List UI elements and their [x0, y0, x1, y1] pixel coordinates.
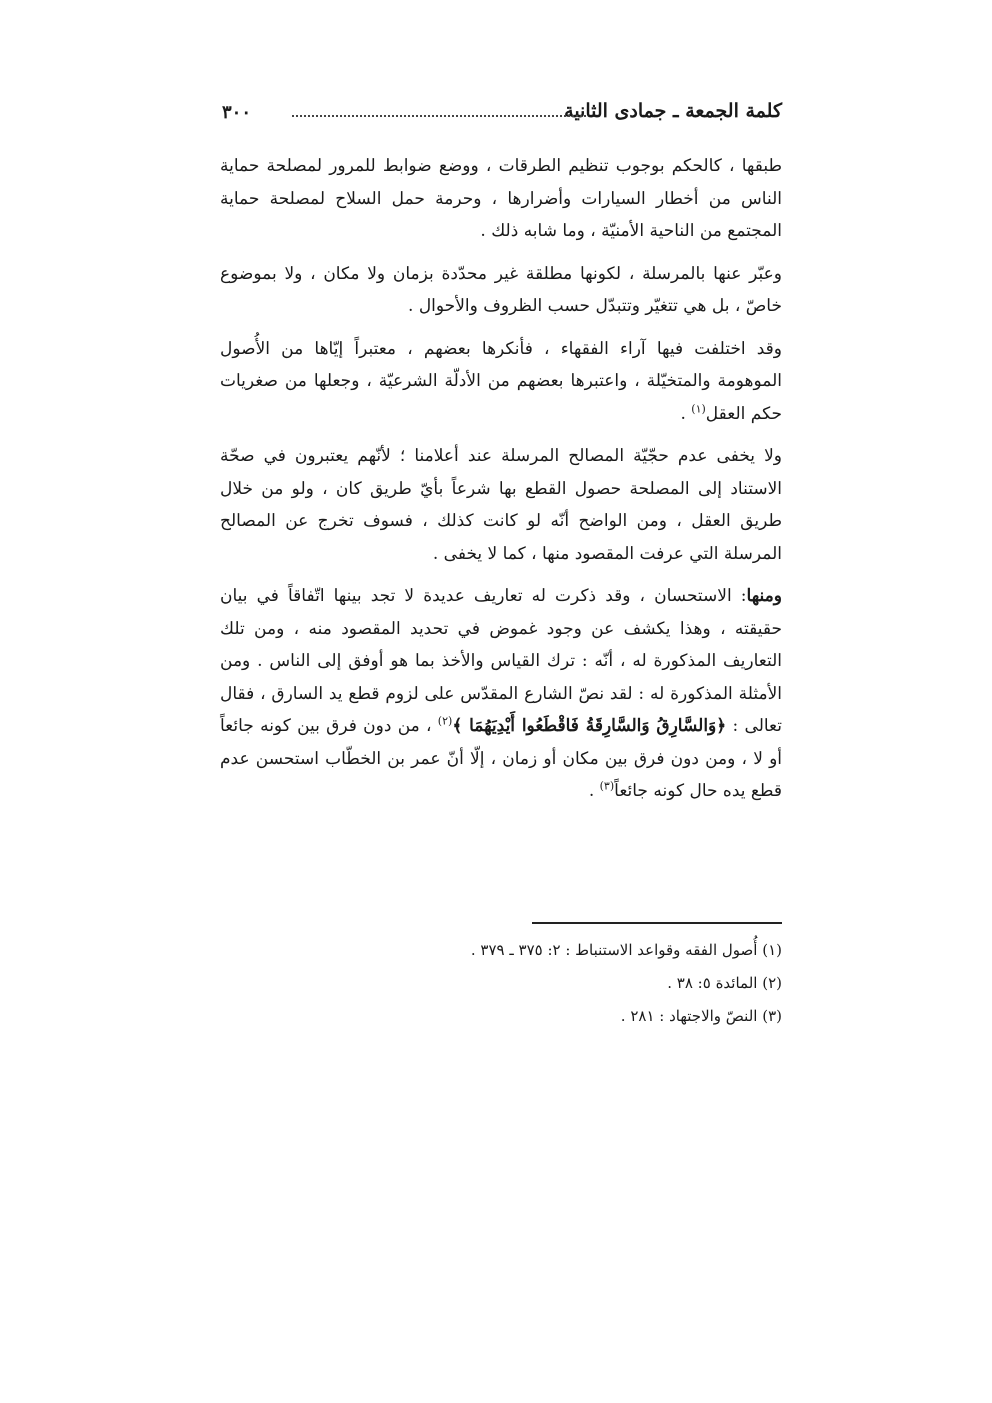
header-dot-leader — [292, 115, 586, 117]
footnote-ref-3: (٣) — [599, 779, 615, 793]
footnote-2: (٢) المائدة ٥: ٣٨ . — [667, 974, 782, 992]
paragraph-text: وعبّر عنها بالمرسلة ، لكونها مطلقة غير محدّدة بزمان ولا مكان ، ولا بموضوع خاصّ ، بل هي تتغيّر وتتبدّل حسب الظروف والأحوال . — [220, 263, 782, 316]
paragraph-istihsan — [220, 580, 782, 808]
footnotes — [332, 936, 782, 1035]
main-text — [220, 150, 782, 818]
paragraph-end: . — [588, 781, 600, 801]
page-number: ٣٠٠ — [222, 102, 252, 123]
paragraph-1 — [220, 150, 782, 248]
paragraph-text: وقد اختلفت فيها آراء الفقهاء ، فأنكرها بعضهم ، معتبراً إيّاها من الأُصول الموهومة والمتخيّلة ، واعتبرها بعضهم من الأدلّة الشرعيّة ، وجعلها من صغريات حكم العقل — [220, 338, 782, 424]
footnote-1: (١) أُصول الفقه وقواعد الاستنباط : ٢: ٣٧٥ ـ ٣٧٩ . — [470, 941, 782, 959]
paragraph-lead: ومنها — [746, 586, 782, 606]
footnote-divider — [532, 922, 782, 924]
paragraph-3 — [220, 333, 782, 431]
quran-verse: ﴿وَالسَّارِقُ وَالسَّارِقَةُ فَاقْطَعُوا أَيْدِيَهُمَا ﴾ — [452, 716, 727, 736]
paragraph-end: . — [680, 403, 692, 424]
paragraph-2 — [220, 258, 782, 323]
footnote-ref-2: (٢) — [437, 714, 453, 728]
footnote-ref-1: (١) — [691, 401, 706, 415]
running-title: كلمة الجمعة ـ جمادى الثانية — [564, 100, 782, 122]
paragraph-4 — [220, 440, 782, 570]
page-header — [222, 98, 782, 138]
paragraph-text: : الاستحسان ، وقد ذكرت له تعاريف عديدة لا تجد بينها اتّفاقاً في بيان حقيقته ، وهذا يكشف عن وجود غموض في تحديد المقصود منه ، ومن تلك التعاريف المذكورة له ، أنّه : ترك القياس والأخذ بما هو أوفق إلى الناس . ومن الأمثلة المذكورة له : لقد نصّ الشارع المقدّس على لزوم قطع يد السارق ، فقال تعالى : — [220, 586, 782, 736]
paragraph-text: طبقها ، كالحكم بوجوب تنظيم الطرقات ، ووضع ضوابط للمرور لمصلحة حماية الناس من أخطار السيارات وأضرارها ، وحرمة حمل السلاح لمصلحة حماية المجتمع من الناحية الأمنيّة ، وما شابه ذلك . — [220, 156, 782, 241]
footnote-3: (٣) النصّ والاجتهاد : ٢٨١ . — [620, 1007, 782, 1025]
paragraph-text: ولا يخفى عدم حجّيّة المصالح المرسلة عند أعلامنا ؛ لأنّهم يعتبرون في صحّة الاستناد إلى المصلحة حصول القطع بها شرعاً بأيّ طريق كان ، ولو من خلال طريق العقل ، ومن الواضح أنّه لو كانت كذلك ، فسوف تخرج عن المصالح المرسلة التي عرفت المقصود منها ، كما لا يخفى . — [220, 446, 782, 564]
paragraph-text: ، من دون فرق بين كونه جائعاً أو لا ، ومن دون فرق بين مكان أو زمان ، إلّا أنّ عمر بن الخطّاب استحسن عدم قطع يده حال كونه جائعاً — [220, 716, 782, 801]
